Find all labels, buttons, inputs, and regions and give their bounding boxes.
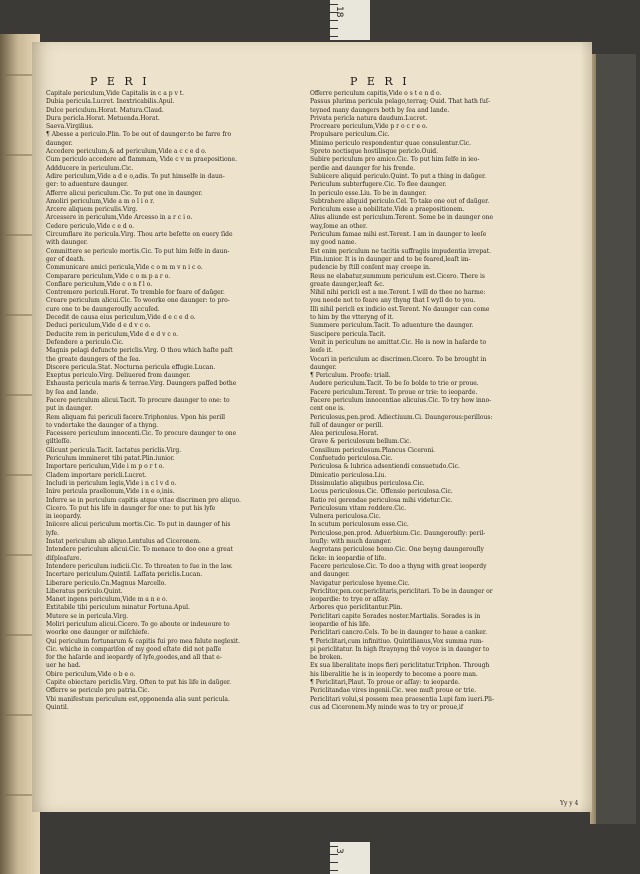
dictionary-line: Committere se periculo mortis.Cic. To put him ſelfe in daun-	[46, 247, 230, 255]
page-gutter-shadow	[580, 42, 592, 812]
dictionary-line: ſicke: in ieopardie of life.	[310, 554, 387, 562]
dictionary-line: ¶ Periculum. Proofe: triall.	[310, 372, 391, 380]
dictionary-line: Spreto noctisque hostilisque periclo.Ouid.	[310, 148, 438, 156]
dictionary-line: Includi in periculum legis,Vide i n c l v d o.	[46, 479, 177, 487]
dictionary-line: Privata pericla natura daudum.Lucret.	[310, 114, 428, 122]
dictionary-line: Mutere se in pericula.Virg.	[46, 612, 129, 620]
dictionary-line: ieopardie of his life.	[310, 621, 371, 628]
dictionary-line: Arcessere in periculum,Vide Arcesso in a r c i o.	[46, 214, 193, 222]
dictionary-line: Subire periculum pro amico.Cic. To put him ſelfe in ieo-	[310, 156, 480, 164]
dictionary-line: Locus periculosus.Cic. Offensio periculosa.Cic.	[310, 488, 453, 496]
dictionary-line: to vndertake the daunger of a thyng.	[46, 421, 159, 429]
dictionary-line: Conflare periculum,Vide c o n f l o.	[46, 280, 153, 288]
dictionary-line: ¶ Periclitari,cum infinitiuo. Quintilianus,Vox summa rum-	[310, 637, 484, 645]
dictionary-line: ger: to aduenture daunger.	[46, 181, 129, 189]
dictionary-line: Est enim periculum ne tacitis suffragiis impudentia irrepat.	[310, 247, 492, 255]
dictionary-line: Inferre se in periculum capitis atque vitae discrimen pro aliquo.	[46, 496, 241, 504]
dictionary-line: Contremere periculi.Horat. To tremble for feare of daũger.	[46, 289, 225, 297]
dictionary-line: Plin.iunior. It is in daunger and to be feared,leaſt im-	[310, 255, 471, 263]
dictionary-line: Aegrotans periculose homo.Cic. One beyng daungerouſly	[310, 546, 484, 554]
dictionary-line: teyned many daungers both by ſea and lande.	[310, 106, 450, 114]
dictionary-line: Magnis pelagi defuncte periclis.Virg. O thou which haſte paſt	[46, 347, 233, 355]
dictionary-line: Intendere periculum iudicii.Cic. To threaten to ſue in the law.	[46, 562, 233, 570]
ruler-tick	[330, 854, 338, 855]
dictionary-line: Nihil nihi pericli est a me.Terent. I will do thee no harme:	[310, 289, 486, 297]
ruler-tick	[330, 846, 338, 847]
dictionary-line: Intendere periculum alicui.Cic. To menace to doo one a great	[46, 546, 233, 554]
dictionary-line: Dissimulatio aliquibus periculosa.Cic.	[310, 479, 425, 487]
dictionary-line: in ieopardy.	[46, 513, 82, 521]
dictionary-line: In periculo esse.Liu. To be in daunger.	[310, 189, 427, 197]
dictionary-line: Suscipere pericula.Tacit.	[310, 330, 386, 338]
dictionary-line: Communicare amici pericula,Vide c o m m v n i c o.	[46, 264, 203, 272]
dictionary-line: Creare periculum alicui.Cic. To woorke one daunger: to pro-	[46, 297, 230, 305]
dictionary-line: cus ad Ciceronem.My minde was to try or proue,if	[310, 703, 464, 711]
dictionary-line: Facere periculum alicui.Tacit. To procure daunger to one: to	[46, 396, 230, 404]
dictionary-line: Illi nihil pericli ex indicio est.Terent. No daunger can come	[310, 305, 490, 313]
dictionary-line: Periclitandae vires ingenii.Cic. wee muſt proue or trie.	[310, 687, 477, 695]
dictionary-line: Offerre se periculo pro patria.Cic.	[46, 687, 150, 695]
dictionary-line: leeſe it.	[310, 347, 333, 355]
dictionary-line: Liberatus periculo.Quint.	[46, 587, 123, 595]
dictionary-line: perdie and daunger for his frende.	[310, 164, 416, 172]
dictionary-line: Dura pericla.Horat. Metuenda.Horat.	[46, 114, 160, 122]
dictionary-line: full of daunger or perill.	[310, 421, 384, 429]
measuring-ruler-bottom	[330, 842, 370, 874]
dictionary-line: Dimicatio periculosa.Liu.	[310, 471, 387, 479]
dictionary-line: Offerre periculum capitis,Vide o s t e n d o.	[310, 90, 442, 97]
dictionary-line: diſpleaſure.	[46, 554, 82, 562]
dictionary-line: Comparare periculum,Vide c o m p a r o.	[46, 272, 171, 280]
dictionary-line: my good name.	[310, 239, 357, 247]
dictionary-line: Periculosa & lubrica adsentiendi consuetudo.Cic.	[310, 463, 460, 471]
right-text-column	[310, 90, 566, 712]
dictionary-line: be broken.	[310, 654, 343, 662]
running-head-right: P E R I	[350, 75, 410, 88]
dictionary-line: Quintil.	[46, 703, 69, 711]
dictionary-line: Periculum immineret tibi patat.Plin.iunior.	[46, 455, 175, 463]
dictionary-line: Deducite rem in periculum,Vide d e d v c o.	[46, 330, 179, 338]
dictionary-line: Periculum subterfugere.Cic. To flee daunger.	[310, 181, 447, 189]
dictionary-line: Facere periculum innocentiae alicuius.Cic. To try how inno-	[310, 396, 492, 404]
dictionary-line: Venit in periculum ne amittat.Cic. He is now in haſarde to	[310, 338, 487, 346]
dictionary-line: daunger.	[310, 363, 337, 371]
dictionary-line: Qui periculum fortunarum & capitis fui pro mea falute neglexit.	[46, 637, 241, 645]
dictionary-line: Arcere aliquem periculis.Virg.	[46, 206, 138, 214]
dictionary-line: ieopardie: to trye or aſſay.	[310, 596, 390, 604]
signature-mark: Yy y 4	[560, 800, 579, 807]
dictionary-line: Consilium periculosum.Plancus Ciceroni.	[310, 446, 436, 454]
dictionary-line: Glicunt pericula.Tacit. Iactatus periclis.Virg.	[46, 446, 182, 454]
dictionary-line: Instat periculum ab aliquo.Lentulus ad Ciceronem.	[46, 538, 201, 546]
dictionary-line: Circumflare ite pericula.Virg. Thou arte beſette on euery ſide	[46, 231, 233, 239]
dictionary-line: Procreare periculum,Vide p r o c r e o.	[310, 123, 428, 131]
dictionary-line: Subtrahere aliquid periculo.Cel. To take one out of daũger.	[310, 197, 490, 205]
dictionary-line: Subiicere aliquid periculo.Quint. To put a thing in daũger.	[310, 172, 487, 180]
dictionary-line: Extitabile tibi periculum minatur Fortuna.Apul.	[46, 604, 190, 612]
dictionary-line: Adire periculum,Vide a d e o,adis. To put himselfe in daun-	[46, 172, 225, 180]
dictionary-line: Grave & periculosum bellum.Cic.	[310, 438, 412, 446]
dictionary-line: Ratio rei gerendae periculosa mihi videtur.Cic.	[310, 496, 453, 504]
dictionary-line: his liberalitie he is in ieoperdy to become a poore man.	[310, 670, 478, 678]
dictionary-line: giltleſſe.	[46, 438, 72, 446]
dictionary-line: Passus plurima pericula pelago,terraq; Ouid. That hath ſuſ-	[310, 98, 491, 106]
dictionary-line: Exhausta pericula maris & terrae.Virg. Daungers paſſed bothe	[46, 380, 237, 388]
dictionary-line: Iniicere alicui periculum mortis.Cic. To put in daunger of his	[46, 521, 231, 529]
dictionary-line: Defendere a periculo.Cic.	[46, 338, 124, 346]
dictionary-line: ¶ Abesse a periculo.Plin. To be out of daunger:to be farre fro	[46, 131, 232, 139]
ruler-tick	[330, 862, 338, 863]
dictionary-line: cent one is.	[310, 405, 345, 413]
dictionary-line: by ſea and lande.	[46, 388, 99, 396]
dictionary-page	[32, 42, 592, 812]
ruler-tick	[330, 20, 338, 21]
dictionary-line: Capite obiectare periclis.Virg. Often to put his life in daũger.	[46, 679, 232, 687]
dictionary-line: Moliri periculum alicui.Cicero. To go aboute or indeuoure to	[46, 621, 230, 628]
dictionary-line: Periculosus,pen.prod. Adiectiuum.Ci. Daungerous:perillous:	[310, 413, 493, 421]
dictionary-line: way,ſome an other.	[310, 222, 368, 230]
ruler-tick	[330, 4, 338, 5]
dictionary-line: Periculosum vitam reddere.Cic.	[310, 504, 407, 512]
dictionary-line: Accedere periculum,& ad periculum,Vide a c c e d o.	[46, 148, 207, 156]
dictionary-line: Manet ingens periculum,Vide m a n e o.	[46, 596, 168, 604]
dictionary-line: and daunger.	[310, 571, 350, 579]
dictionary-line: Cedere periculo,Vide c e d o.	[46, 222, 135, 230]
dictionary-line: Amoliri periculum,Vide a m o l i o r.	[46, 197, 155, 205]
dictionary-line: Navigatur periculose hyeme.Cic.	[310, 579, 410, 587]
left-text-column	[46, 90, 302, 712]
dictionary-line: Inire pericula praelionum,Vide i n e o,inis.	[46, 488, 175, 496]
dictionary-line: Discere pericula.Stat. Nocturna pericula effugie.Lucan.	[46, 363, 216, 371]
dictionary-line: lyfe.	[46, 529, 59, 537]
dictionary-line: pudencie by ſtill conſent may creepe in.	[310, 264, 431, 272]
dictionary-line: Facere periculose.Cic. To doo a thyng with great ieoperdy	[310, 562, 487, 570]
dictionary-line: Deduci periculum,Vide d e d v c o.	[46, 322, 151, 330]
dictionary-line: Cic. whiche in compariſon of my good eſtate did not paſſe	[46, 645, 222, 653]
dictionary-line: Capitale periculum,Vide Capitalis in c a p v t.	[46, 90, 185, 97]
dictionary-line: Cladem importare pericli.Lucret.	[46, 471, 147, 479]
dictionary-line: ger of death.	[46, 255, 86, 263]
book-cover-board	[590, 54, 636, 824]
dictionary-line: Alea periculosa.Horat.	[310, 430, 379, 438]
dictionary-line: Rem aliquam fui periculi facere.Triphonius. Vpon his perill	[46, 413, 226, 421]
dictionary-line: Saeva.Virgilius.	[46, 123, 94, 131]
dictionary-line: Periclitari volui,si possem mea praesentia Lupi fam iueri.Pli-	[310, 695, 494, 703]
dictionary-line: Facere periculum.Terent. To proue or trie: to ieoparde.	[310, 388, 478, 396]
dictionary-line: Periclitor,pen.cor.periclitaris,periclitari. To be in daunger or	[310, 587, 493, 595]
dictionary-line: woorke one daunger or miſchiefe.	[46, 629, 150, 637]
dictionary-line: Cum periculo accedere ad flammam, Vide c v m praepositione.	[46, 156, 237, 164]
dictionary-line: Periculose,pen.prod. Aduerbium.Cic. Daungerouſly: peril-	[310, 529, 486, 537]
dictionary-line: Vulnera periculosa.Cic.	[310, 513, 381, 521]
dictionary-line: Ex sua liberalitate inops fieri periclitatur.Triphon. Through	[310, 662, 490, 670]
dictionary-line: greate daunger,leaſt &c.	[310, 280, 385, 288]
dictionary-line: Dubia pericula.Lucret. Inextricabilis.Apul.	[46, 98, 175, 106]
ruler-bottom-label: 3	[334, 848, 344, 854]
running-head-left: P E R I	[90, 75, 150, 88]
dictionary-line: Periculum famae mihi est.Terent. I am in daunger to leeſe	[310, 231, 487, 239]
dictionary-line: In scutum periculosum esse.Cic.	[310, 521, 409, 529]
dictionary-line: Decedit de causa eius periculum,Vide d e c e d o.	[46, 314, 196, 322]
dictionary-line: Incertare periculum.Quintil. Laſſata periclis.Lucan.	[46, 571, 203, 579]
dictionary-line: Cicero. To put his life in daunger for one: to put his lyfe	[46, 504, 216, 512]
dictionary-line: Importare periculum,Vide i m p o r t o.	[46, 463, 165, 471]
dictionary-line: to him by the vtteryng of it.	[310, 314, 394, 322]
ruler-tick	[330, 870, 338, 871]
dictionary-line: Obire periculum,Vide o b e o.	[46, 670, 136, 678]
dictionary-line: Exeptus periculo.Virg. Deliuered from daunger.	[46, 372, 191, 380]
dictionary-line: cure one to be daungerouſly accuſed.	[46, 305, 160, 313]
dictionary-line: you neede not to feare any thyng that I wyll do to you.	[310, 297, 476, 305]
dictionary-line: ¶ Periclitari,Plaut. To proue or aſſay: to ieoparde.	[310, 679, 460, 687]
dictionary-line: Propulsare periculum.Cic.	[310, 131, 390, 139]
dictionary-line: the greate daungers of the ſea.	[46, 355, 141, 363]
dictionary-line: daunger.	[46, 139, 73, 147]
dictionary-line: Minimo periculo respondentur quae consulentur.Cic.	[310, 139, 472, 147]
dictionary-line: Afferre alicui periculum.Cic. To put one in daunger.	[46, 189, 203, 197]
ruler-tick	[330, 28, 338, 29]
measuring-ruler-top	[330, 0, 370, 40]
ruler-tick	[330, 36, 338, 37]
dictionary-line: Reus ne elabatur,summum periculum est.Cicero. There is	[310, 272, 485, 280]
dictionary-line: uer he had.	[46, 662, 81, 670]
dictionary-line: Vbi manifestum periculum est,opponenda alia sunt pericula.	[46, 695, 230, 703]
dictionary-line: Audere periculum.Tacit. To be ſo bolde to trie or proue.	[310, 380, 479, 388]
dictionary-line: for the haſarde and ieopardy of lyfe,goodes,and all that e-	[46, 654, 222, 662]
dictionary-line: Arbores quo periclitantur.Plin.	[310, 604, 403, 612]
dictionary-line: Periculum esse a nobilitate.Vide a praepositionem.	[310, 206, 465, 214]
dictionary-line: Addducere in periculum.Cic.	[46, 164, 134, 172]
dictionary-line: Periclitari cancro.Cels. To be in daunger to haue a canker.	[310, 629, 488, 637]
dictionary-line: Liberare periculo.Cn.Magnus Marcello.	[46, 579, 167, 587]
ruler-top-label: 18	[334, 6, 344, 18]
dictionary-line: Periclitari capite Sorades noster.Martialis. Sorades is in	[310, 612, 481, 620]
dictionary-line: put in daunger.	[46, 405, 93, 413]
dictionary-line: Confuetudo periculosa.Cic.	[310, 455, 393, 463]
dictionary-line: Facessere periculum innocenti.Cic. To procure daunger to one	[46, 430, 237, 438]
dictionary-line: with daunger.	[46, 239, 88, 247]
dictionary-line: Summere periculum.Tacit. To aduenture the daunger.	[310, 322, 474, 330]
dictionary-line: Vocari in periculum ac discrimen.Cicero. To be brought in	[310, 355, 487, 363]
dictionary-line: louſly: with much daunger.	[310, 538, 392, 546]
dictionary-line: pi periclitatur. In high ſtraynyng thẽ voyce is in daunger to	[310, 645, 490, 653]
dictionary-line: Dulce periculum.Horat. Matura.Claud.	[46, 106, 164, 114]
dictionary-line: Alius aliunde est periculum.Terent. Some be in daunger one	[310, 214, 493, 222]
